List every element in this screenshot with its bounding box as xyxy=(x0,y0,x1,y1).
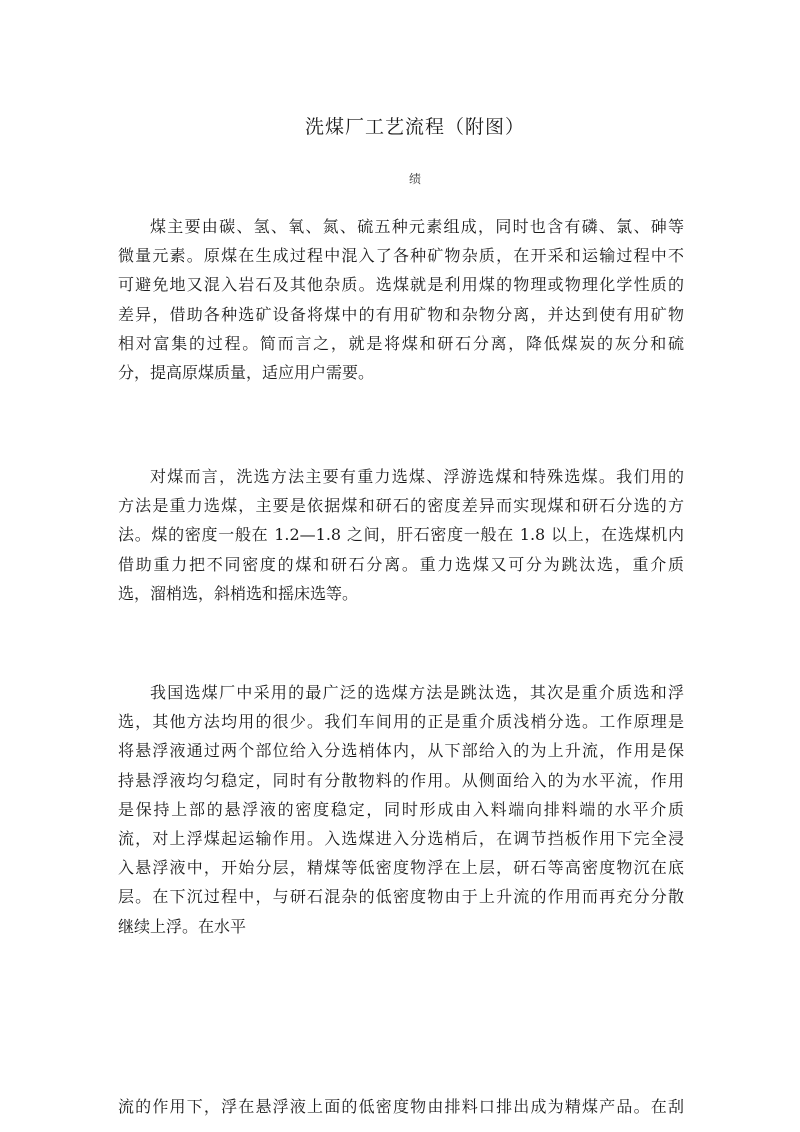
paragraph-line: 将悬浮液通过两个部位给入分选梢体内，从下部给入的为上升流，作用是保 xyxy=(118,741,684,761)
paragraph-line: 入悬浮液中，开始分层，精煤等低密度物浮在上层，研石等高密度物沉在底 xyxy=(118,858,684,878)
paragraph-line: 法。煤的密度一般在 1.2—1.8 之间，肝石密度一般在 1.8 以上，在选煤机内 xyxy=(118,525,684,545)
paragraph-3 xyxy=(118,678,684,941)
document-title: 洗煤厂工艺流程（附图） xyxy=(304,116,525,138)
paragraph-line: 借助重力把不同密度的煤和研石分离。重力选煤又可分为跳汰选，重介质 xyxy=(118,554,684,574)
paragraph-line: 分，提高原煤质量，适应用户需要。 xyxy=(118,362,375,382)
paragraph-line: 微量元素。原煤在生成过程中混入了各种矿物杂质，在开采和运输过程中不 xyxy=(118,246,684,266)
paragraph-line: 差异，借助各种选矿设备将煤中的有用矿物和杂物分离，并达到使有用矿物 xyxy=(118,304,684,324)
paragraph-line: 方法是重力选煤，主要是依据煤和研石的密度差异而实现煤和研石分选的方 xyxy=(118,496,684,516)
paragraph-4 xyxy=(118,1092,684,1121)
paragraph-line: 流的作用下，浮在悬浮液上面的低密度物由排料口排出成为精煤产品。在刮 xyxy=(118,1097,684,1116)
paragraph-1 xyxy=(118,212,684,387)
document-subtitle: 绩 xyxy=(408,172,421,186)
paragraph-line: 选，溜梢选，斜梢选和摇床选等。 xyxy=(118,583,359,603)
paragraph-line: 层。在下沉过程中，与研石混杂的低密度物由于上升流的作用而再充分分散 xyxy=(118,887,684,907)
paragraph-line: 相对富集的过程。简而言之，就是将煤和研石分离，降低煤炭的灰分和硫 xyxy=(118,333,684,353)
paragraph-line: 继续上浮。在水平 xyxy=(118,916,247,936)
paragraph-line: 我国选煤厂中采用的最广泛的选煤方法是跳汰选，其次是重介质选和浮 xyxy=(150,683,684,702)
paragraph-line: 选，其他方法均用的很少。我们车间用的正是重介质浅梢分选。工作原理是 xyxy=(118,712,684,732)
paragraph-2 xyxy=(118,462,684,608)
paragraph-line: 是保持上部的悬浮液的密度稳定，同时形成由入料端向排料端的水平介质 xyxy=(118,799,684,819)
paragraph-line: 可避免地又混入岩石及其他杂质。选煤就是利用煤的物理或物理化学性质的 xyxy=(118,275,684,295)
paragraph-line: 煤主要由碳、氢、氧、氮、硫五种元素组成，同时也含有磷、氯、砷等 xyxy=(150,217,684,236)
paragraph-line: 流，对上浮煤起运输作用。入选煤进入分选梢后，在调节挡板作用下完全浸 xyxy=(118,828,684,848)
paragraph-line: 对煤而言，洗选方法主要有重力选煤、浮游选煤和特殊选煤。我们用的 xyxy=(150,467,684,486)
paragraph-line: 持悬浮液均匀稳定，同时有分散物料的作用。从侧面给入的为水平流，作用 xyxy=(118,770,684,790)
